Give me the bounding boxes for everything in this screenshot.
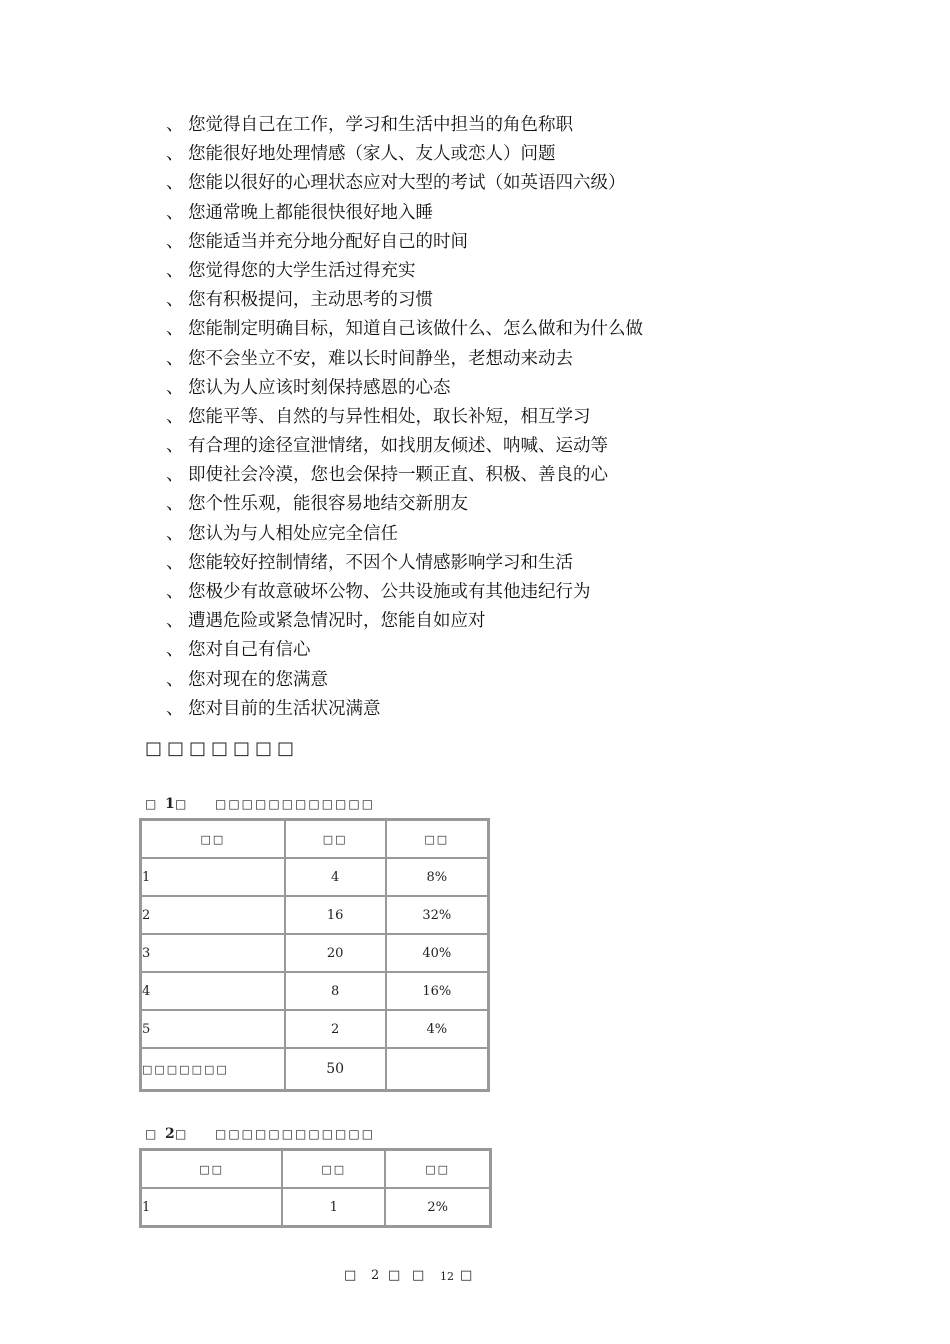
table-cell: 4 bbox=[141, 972, 285, 1010]
list-item-bullet: 、 bbox=[166, 523, 184, 544]
list-item-bullet: 、 bbox=[166, 290, 184, 311]
list-item-text: 您有积极提问，主动思考的习惯 bbox=[188, 290, 433, 311]
table-cell: 2 bbox=[141, 896, 285, 934]
table1-header-row bbox=[141, 820, 489, 859]
list-item-bullet: 、 bbox=[166, 406, 184, 427]
list-item bbox=[0, 666, 950, 695]
list-item-text: 您对自己有信心 bbox=[188, 640, 311, 661]
list-item-text: 您不会坐立不安，难以长时间静坐，老想动来动去 bbox=[188, 348, 573, 369]
list-item-bullet: 、 bbox=[166, 202, 184, 223]
list-item bbox=[0, 461, 950, 490]
list-item-text: 您能制定明确目标，知道自己该做什么、怎么做和为什么做 bbox=[188, 319, 643, 340]
list-item-text: 您能很好地处理情感（家人、友人或恋人）问题 bbox=[188, 144, 556, 165]
footer-separator-2: □ bbox=[412, 1268, 425, 1283]
table-cell: 40% bbox=[386, 934, 489, 972]
table-cell: 4% bbox=[386, 1010, 489, 1048]
table2 bbox=[139, 1148, 492, 1228]
list-item bbox=[0, 374, 950, 403]
table-cell: 1 bbox=[141, 858, 285, 896]
list-item-bullet: 、 bbox=[166, 582, 184, 602]
table1-total-empty bbox=[386, 1048, 489, 1091]
list-item bbox=[0, 432, 950, 461]
list-item-text: 您对目前的生活状况满意 bbox=[188, 698, 381, 719]
table-cell: 2% bbox=[385, 1188, 490, 1227]
table2-caption-prefix: □ bbox=[145, 1127, 157, 1141]
table-cell: 8 bbox=[285, 972, 386, 1010]
list-item bbox=[0, 520, 950, 549]
footer-page-number: 2 bbox=[371, 1268, 380, 1283]
list-item-bullet: 、 bbox=[166, 436, 184, 457]
table1 bbox=[139, 818, 490, 1092]
list-item bbox=[0, 636, 950, 665]
table-row bbox=[141, 858, 489, 896]
list-item bbox=[0, 549, 950, 578]
list-item-text: 您极少有故意破坏公物、公共设施或有其他违纪行为 bbox=[188, 582, 591, 602]
list-item-bullet: 、 bbox=[166, 319, 184, 340]
table1-caption-suffix: □ bbox=[175, 797, 187, 811]
list-item-bullet: 、 bbox=[166, 173, 184, 194]
list-item-bullet: 、 bbox=[166, 611, 184, 632]
list-item-bullet: 、 bbox=[166, 377, 184, 398]
list-item-bullet: 、 bbox=[166, 494, 184, 515]
table-cell: 3 bbox=[141, 934, 285, 972]
table-cell: 20 bbox=[285, 934, 386, 972]
table1-total-value: 50 bbox=[285, 1048, 386, 1091]
list-item-text: 您能平等、自然的与异性相处，取长补短，相互学习 bbox=[188, 406, 591, 427]
list-item bbox=[0, 228, 950, 257]
table1-header-cell: □□ bbox=[141, 820, 285, 859]
table-cell: 16 bbox=[285, 896, 386, 934]
list-item bbox=[0, 199, 950, 228]
table-cell: 5 bbox=[141, 1010, 285, 1048]
table2-header-cell: □□ bbox=[385, 1150, 490, 1189]
table1-header-cell: □□ bbox=[386, 820, 489, 859]
list-item bbox=[0, 286, 950, 315]
table2-caption bbox=[145, 1126, 375, 1142]
questionnaire-item-list bbox=[0, 111, 950, 724]
list-item bbox=[0, 490, 950, 519]
table2-caption-number: 2 bbox=[165, 1126, 175, 1142]
list-item-text: 您觉得您的大学生活过得充实 bbox=[188, 260, 416, 281]
table-cell: 8% bbox=[386, 858, 489, 896]
table-cell: 16% bbox=[386, 972, 489, 1010]
table1-total-label: □□□□□□□ bbox=[141, 1048, 285, 1091]
list-item bbox=[0, 403, 950, 432]
list-item-text: 您觉得自己在工作，学习和生活中担当的角色称职 bbox=[188, 115, 573, 135]
list-item-text: 您认为人应该时刻保持感恩的心态 bbox=[188, 377, 451, 398]
table1-caption-prefix: □ bbox=[145, 797, 157, 811]
footer-suffix: □ bbox=[460, 1268, 473, 1283]
list-item bbox=[0, 257, 950, 286]
table1-caption-number: 1 bbox=[165, 796, 175, 812]
table2-header-cell: □□ bbox=[141, 1150, 283, 1189]
table-row bbox=[141, 1188, 491, 1227]
list-item-text: 遭遇危险或紧急情况时，您能自如应对 bbox=[188, 611, 486, 632]
list-item-bullet: 、 bbox=[166, 115, 184, 135]
list-item-bullet: 、 bbox=[166, 348, 184, 369]
table-row bbox=[141, 934, 489, 972]
list-item-text: 您认为与人相处应完全信任 bbox=[188, 523, 398, 544]
table2-caption-title: □□□□□□□□□□□□ bbox=[215, 1127, 376, 1141]
table-row bbox=[141, 972, 489, 1010]
list-item-text: 您能较好控制情绪，不因个人情感影响学习和生活 bbox=[188, 552, 573, 573]
table2-header-cell: □□ bbox=[282, 1150, 385, 1189]
table1-total-row bbox=[141, 1048, 489, 1091]
list-item bbox=[0, 111, 950, 140]
list-item bbox=[0, 169, 950, 198]
list-item-bullet: 、 bbox=[166, 465, 184, 486]
list-item-text: 您能以很好的心理状态应对大型的考试（如英语四六级） bbox=[188, 173, 626, 194]
list-item bbox=[0, 345, 950, 374]
footer-prefix: □ bbox=[344, 1268, 357, 1283]
list-item bbox=[0, 695, 950, 724]
list-item-text: 即使社会冷漠，您也会保持一颗正直、积极、善良的心 bbox=[188, 465, 608, 486]
table1-caption bbox=[145, 796, 375, 812]
list-item-text: 您对现在的您满意 bbox=[188, 669, 328, 690]
list-item bbox=[0, 607, 950, 636]
table2-header-row bbox=[141, 1150, 491, 1189]
table-row bbox=[141, 896, 489, 934]
table-cell: 4 bbox=[285, 858, 386, 896]
list-item-text: 您能适当并充分地分配好自己的时间 bbox=[188, 231, 468, 252]
table2-caption-suffix: □ bbox=[175, 1127, 187, 1141]
list-item-bullet: 、 bbox=[166, 144, 184, 165]
list-item-bullet: 、 bbox=[166, 669, 184, 690]
list-item-text: 有合理的途径宣泄情绪，如找朋友倾述、呐喊、运动等 bbox=[188, 436, 608, 457]
table-cell: 2 bbox=[285, 1010, 386, 1048]
section-heading: □□□□□□□ bbox=[145, 738, 300, 759]
footer-total-pages: 12 bbox=[440, 1270, 454, 1283]
list-item-bullet: 、 bbox=[166, 231, 184, 252]
list-item-bullet: 、 bbox=[166, 640, 184, 661]
table-row bbox=[141, 1010, 489, 1048]
footer-separator: □ bbox=[388, 1268, 401, 1283]
table1-header-cell: □□ bbox=[285, 820, 386, 859]
list-item bbox=[0, 315, 950, 344]
list-item-bullet: 、 bbox=[166, 260, 184, 281]
table-cell: 1 bbox=[141, 1188, 283, 1227]
list-item-text: 您个性乐观，能很容易地结交新朋友 bbox=[188, 494, 468, 515]
list-item-text: 您通常晚上都能很快很好地入睡 bbox=[188, 202, 433, 223]
table1-caption-title: □□□□□□□□□□□□ bbox=[215, 797, 376, 811]
list-item bbox=[0, 140, 950, 169]
list-item-bullet: 、 bbox=[166, 698, 184, 719]
list-item bbox=[0, 578, 950, 607]
table-cell: 1 bbox=[282, 1188, 385, 1227]
list-item-bullet: 、 bbox=[166, 552, 184, 573]
table-cell: 32% bbox=[386, 896, 489, 934]
